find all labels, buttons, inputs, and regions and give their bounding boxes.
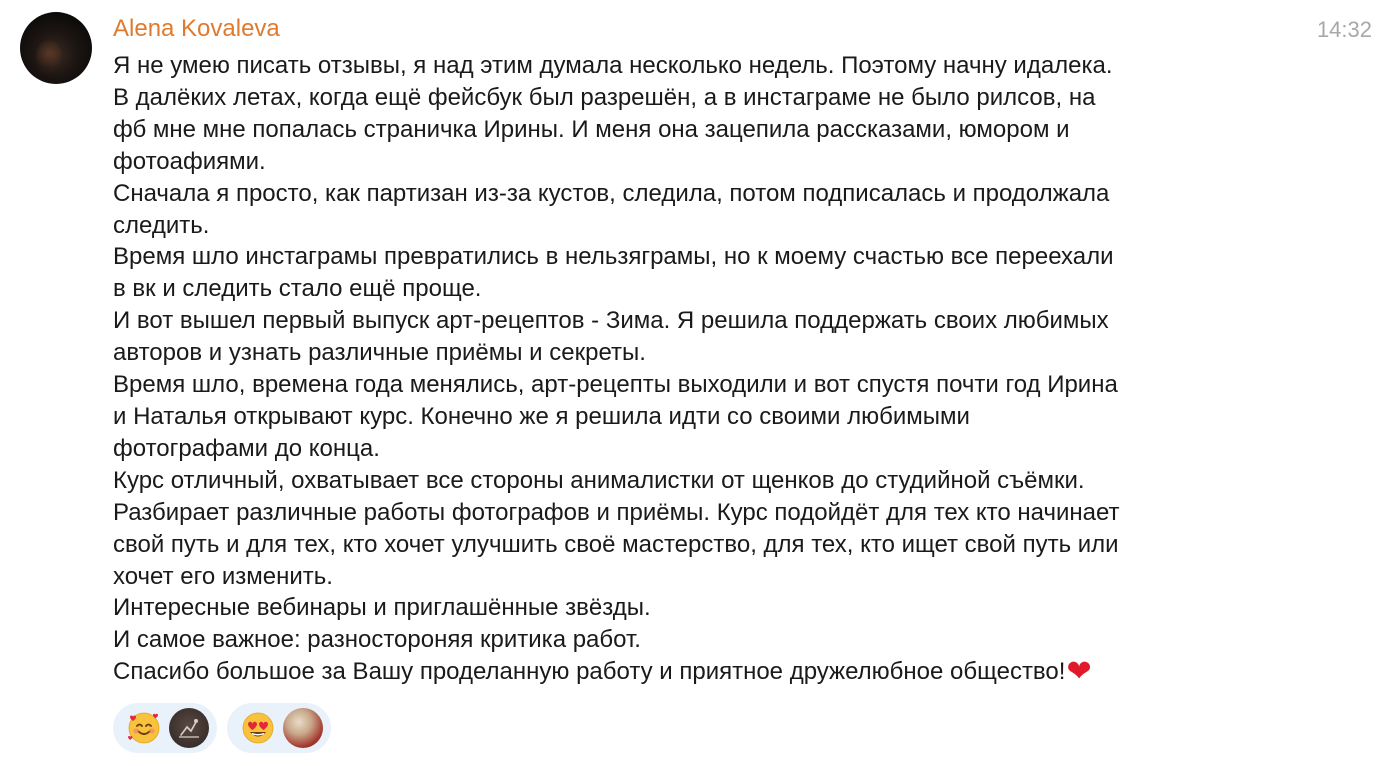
reaction-smiling-face-with-hearts[interactable] <box>113 703 217 753</box>
message-line: И самое важное: разностороняя критика работ. <box>113 626 641 654</box>
message-line: Я не умею писать отзывы, я над этим думала несколько недель. Поэтому начну идалека. <box>113 52 1113 79</box>
message-line: в вк и следить стало ещё проще. <box>113 275 482 303</box>
message-line: фотоафиями. <box>113 147 266 175</box>
message-time: 14:32 <box>1316 17 1372 42</box>
reactor-avatar-1[interactable] <box>169 708 209 748</box>
message-line: авторов и узнать различные приёмы и секреты. <box>113 339 646 367</box>
reactions-bar <box>113 703 331 753</box>
message-line: И вот вышел первый выпуск арт-рецептов - Зима. Я решила поддержать своих любимых <box>113 307 1109 335</box>
message-line: следить. <box>113 211 210 239</box>
message-line: Разбирает различные работы фотографов и приёмы. Курс подойдёт для тех кто начинает <box>113 498 1120 526</box>
red-heart-icon: ❤ <box>1066 655 1092 689</box>
message-line: свой путь и для тех, кто хочет улучшить своё мастерство, для тех, кто ищет свой путь или <box>113 530 1119 558</box>
message-line: Курс отличный, охватывает все стороны анималистки от щенков до студийной съёмки. <box>113 466 1085 494</box>
message-line-last <box>113 656 1273 688</box>
message-line: Время шло, времена года менялись, арт-рецепты выходили и вот спустя почти год Ирина <box>113 371 1118 399</box>
message-line: и Наталья открывают курс. Конечно же я решила идти со своими любимыми <box>113 402 970 430</box>
message-line: Сначала я просто, как партизан из-за кустов, следила, потом подписалась и продолжала <box>113 179 1110 207</box>
heart-eyes-icon <box>241 711 275 745</box>
message-line-text: Спасибо большое за Вашу проделанную работу и приятное дружелюбное общество! <box>113 658 1066 686</box>
sender-avatar[interactable] <box>20 12 92 84</box>
message-line: хочет его изменить. <box>113 562 333 590</box>
sender-name[interactable]: Alena Kovaleva <box>113 15 280 42</box>
message-line: Интересные вебинары и приглашённые звёзды. <box>113 594 651 622</box>
message-text <box>113 50 1273 688</box>
avatar-image-detail <box>36 40 62 74</box>
message-line: фотографами до конца. <box>113 434 380 462</box>
message-line: В далёких летах, когда ещё фейсбук был разрешён, а в инстаграме не было рилсов, на <box>113 83 1096 111</box>
smiling-face-with-hearts-icon <box>127 711 161 745</box>
message-line: фб мне мне попалась страничка Ирины. И меня она зацепила рассказами, юмором и <box>113 115 1070 143</box>
reactor-avatar-2[interactable] <box>283 708 323 748</box>
message-line: Время шло инстаграмы превратились в нельзяграмы, но к моему счастью все переехали <box>113 243 1114 271</box>
reaction-heart-eyes[interactable] <box>227 703 331 753</box>
